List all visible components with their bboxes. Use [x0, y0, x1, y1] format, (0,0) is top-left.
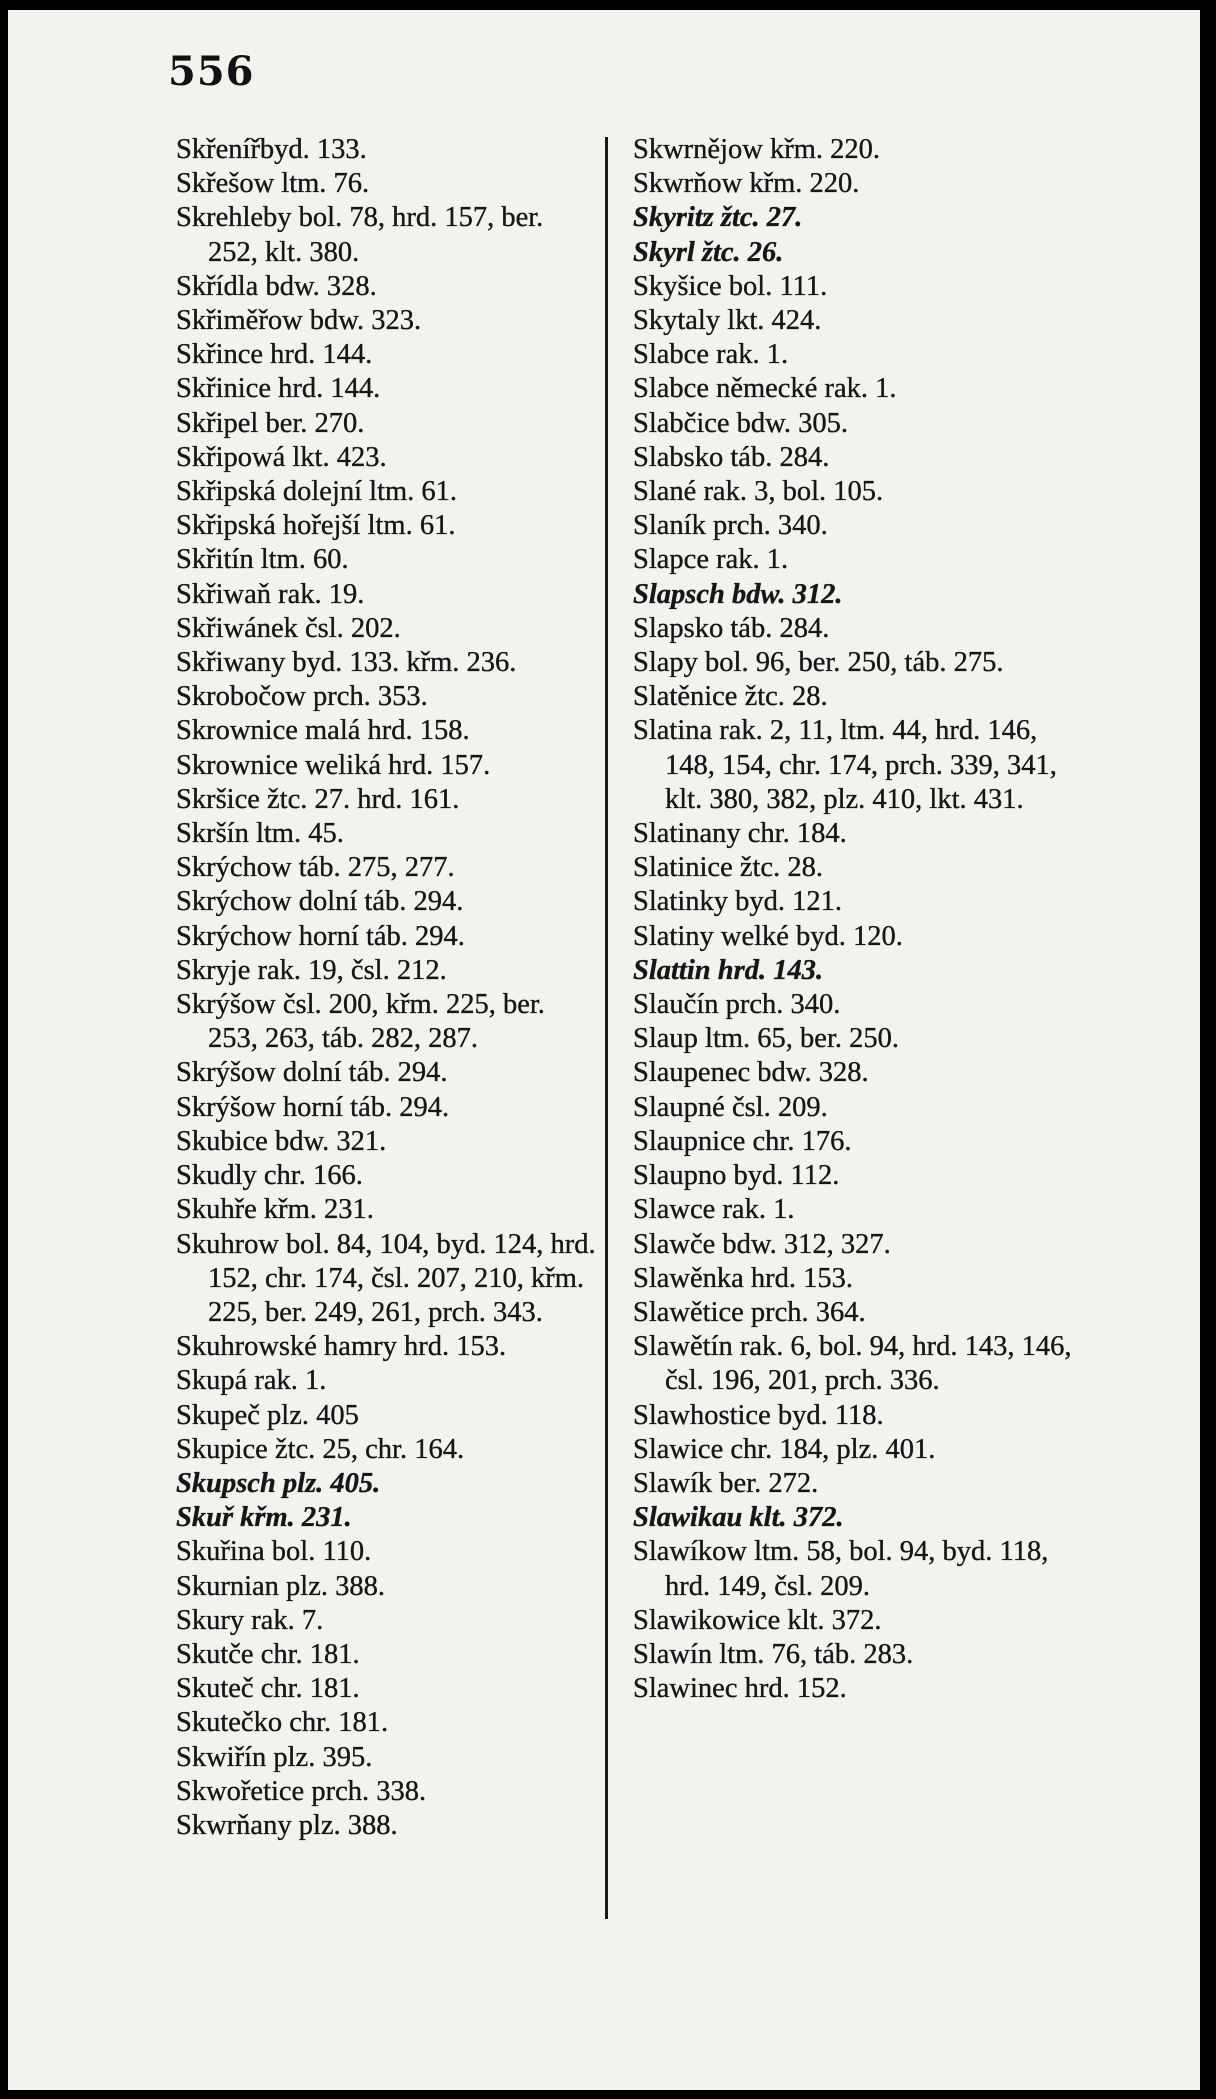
index-entry: Skupá rak. 1. [176, 1365, 327, 1397]
index-entry: Slawětice prch. 364. [633, 1296, 866, 1328]
index-entry: Skršín ltm. 45. [176, 818, 344, 850]
index-entry: Slaup ltm. 65, ber. 250. [633, 1023, 899, 1055]
index-entry: Slapsko táb. 284. [633, 612, 830, 644]
index-entry: Slawikowice klt. 372. [633, 1604, 882, 1636]
index-entry: Skwrňany plz. 388. [176, 1809, 398, 1841]
index-entry: Slawikau klt. 372. [633, 1502, 844, 1534]
index-entry: Skřiwaň rak. 19. [176, 578, 365, 610]
index-entry: Skrehleby bol. 78, hrd. 157, ber. 252, klt. 380. [176, 202, 544, 268]
index-entry: Skubice bdw. 321. [176, 1125, 387, 1157]
index-entry: Skřipská dolejní ltm. 61. [176, 476, 458, 508]
index-entry: Slané rak. 3, bol. 105. [633, 476, 884, 508]
index-entry: Skwrnějow křm. 220. [633, 134, 880, 165]
index-entry: Skřídla bdw. 328. [176, 270, 377, 302]
index-entry: Skřitín ltm. 60. [176, 544, 349, 576]
index-entry: Skupsch plz. 405. [176, 1467, 381, 1499]
index-entry: Slabce rak. 1. [633, 339, 789, 371]
index-entry: Slawín ltm. 76, táb. 283. [633, 1638, 914, 1670]
index-entry: Skryje rak. 19, čsl. 212. [176, 954, 447, 986]
index-entry: Skřenířbyd. 133. [176, 134, 367, 165]
index-entry: Skuř křm. 231. [176, 1502, 352, 1534]
index-entry: Skřešow ltm. 76. [176, 168, 370, 200]
index-entry: Skuteč chr. 181. [176, 1673, 360, 1705]
index-entry: Slapy bol. 96, ber. 250, táb. 275. [633, 647, 1004, 679]
index-entry: Skřipowá lkt. 423. [176, 441, 387, 473]
index-entry: Skrýšow čsl. 200, křm. 225, ber. 253, 263, táb. 282, 287. [176, 989, 545, 1055]
index-entry: Skuhře křm. 231. [176, 1194, 374, 1226]
index-entry: Slawíkow ltm. 58, bol. 94, byd. 118, hrd. 149, čsl. 209. [633, 1536, 1049, 1602]
index-entry: Skurnian plz. 388. [176, 1570, 385, 1602]
index-entry: Skury rak. 7. [176, 1604, 324, 1636]
index-entry: Skutče chr. 181. [176, 1638, 360, 1670]
index-entry: Skřipská hořejší ltm. 61. [176, 510, 456, 542]
index-entry: Skrobočow prch. 353. [176, 681, 428, 713]
index-entry: Slawík ber. 272. [633, 1467, 819, 1499]
index-entry: Slatiny welké byd. 120. [633, 920, 903, 952]
index-entry: Slawice chr. 184, plz. 401. [633, 1433, 936, 1465]
right-column [633, 133, 1073, 1706]
index-entry: Skudly chr. 166. [176, 1160, 363, 1192]
index-entry: Slattin hrd. 143. [633, 954, 824, 986]
index-entry: Skršice žtc. 27. hrd. 161. [176, 783, 460, 815]
index-entry: Slaučín prch. 340. [633, 989, 841, 1021]
index-entry: Skřiwany byd. 133. křm. 236. [176, 647, 517, 679]
index-entry: Skřinice hrd. 144. [176, 373, 381, 405]
index-entry: Slaupenec bdw. 328. [633, 1057, 869, 1089]
index-entry: Skrýchow táb. 275, 277. [176, 852, 455, 884]
index-entry: Skupice žtc. 25, chr. 164. [176, 1433, 465, 1465]
index-entry: Skuhrowské hamry hrd. 153. [176, 1331, 507, 1363]
index-entry: Skutečko chr. 181. [176, 1707, 389, 1739]
index-entry: Skyrl žtc. 26. [633, 236, 784, 268]
index-entry: Skwořetice prch. 338. [176, 1775, 427, 1807]
index-entry: Slawětín rak. 6, bol. 94, hrd. 143, 146, čsl. 196, 201, prch. 336. [633, 1331, 1072, 1397]
index-entry: Slatinice žtc. 28. [633, 852, 823, 884]
index-entry: Slaupné čsl. 209. [633, 1091, 828, 1123]
index-entry: Slawce rak. 1. [633, 1194, 795, 1226]
index-entry: Slaupnice chr. 176. [633, 1125, 852, 1157]
index-entry: Slawinec hrd. 152. [633, 1673, 847, 1705]
index-entry: Skřipel ber. 270. [176, 407, 365, 439]
index-entry: Skřiměřow bdw. 323. [176, 305, 422, 337]
index-entry: Skupeč plz. 405 [176, 1399, 359, 1431]
index-entry: Skrownice weliká hrd. 157. [176, 749, 491, 781]
index-entry: Skytaly lkt. 424. [633, 305, 822, 337]
index-entry: Skuhrow bol. 84, 104, byd. 124, hrd. 152, chr. 174, čsl. 207, 210, křm. 225, ber. 249, 261, prch. 343. [176, 1228, 596, 1328]
book-page [8, 10, 1200, 2090]
index-entry: Skuřina bol. 110. [176, 1536, 372, 1568]
index-entry: Slatěnice žtc. 28. [633, 681, 828, 713]
index-entry: Skyritz žtc. 27. [633, 202, 803, 234]
index-entry: Skrownice malá hrd. 158. [176, 715, 470, 747]
index-entry: Slatinany chr. 184. [633, 818, 847, 850]
index-entry: Slabčice bdw. 305. [633, 407, 849, 439]
index-entry: Skřiwánek čsl. 202. [176, 612, 401, 644]
index-entry: Slawěnka hrd. 153. [633, 1262, 854, 1294]
index-entry: Skyšice bol. 111. [633, 270, 828, 302]
index-entry: Slabce německé rak. 1. [633, 373, 897, 405]
index-entry: Slawče bdw. 312, 327. [633, 1228, 891, 1260]
index-entry: Slabsko táb. 284. [633, 441, 830, 473]
index-entry: Slaník prch. 340. [633, 510, 828, 542]
page-number: 556 [168, 48, 255, 95]
left-column [176, 133, 596, 1843]
index-entry: Slatina rak. 2, 11, ltm. 44, hrd. 146, 148, 154, chr. 174, prch. 339, 341, klt. 380, 382, plz. 410, lkt. 431. [633, 715, 1057, 815]
index-entry: Skrýchow horní táb. 294. [176, 920, 465, 952]
index-entry: Slapce rak. 1. [633, 544, 789, 576]
index-entry: Slapsch bdw. 312. [633, 578, 843, 610]
index-entry: Skwrňow křm. 220. [633, 168, 860, 200]
index-entry: Slaupno byd. 112. [633, 1160, 840, 1192]
column-divider [605, 137, 608, 1919]
index-entry: Skwiřín plz. 395. [176, 1741, 373, 1773]
index-entry: Skrýšow horní táb. 294. [176, 1091, 450, 1123]
index-entry: Skřince hrd. 144. [176, 339, 373, 371]
index-entry: Slawhostice byd. 118. [633, 1399, 884, 1431]
index-entry: Skrýchow dolní táb. 294. [176, 886, 464, 918]
index-entry: Skrýšow dolní táb. 294. [176, 1057, 448, 1089]
index-entry: Slatinky byd. 121. [633, 886, 843, 918]
